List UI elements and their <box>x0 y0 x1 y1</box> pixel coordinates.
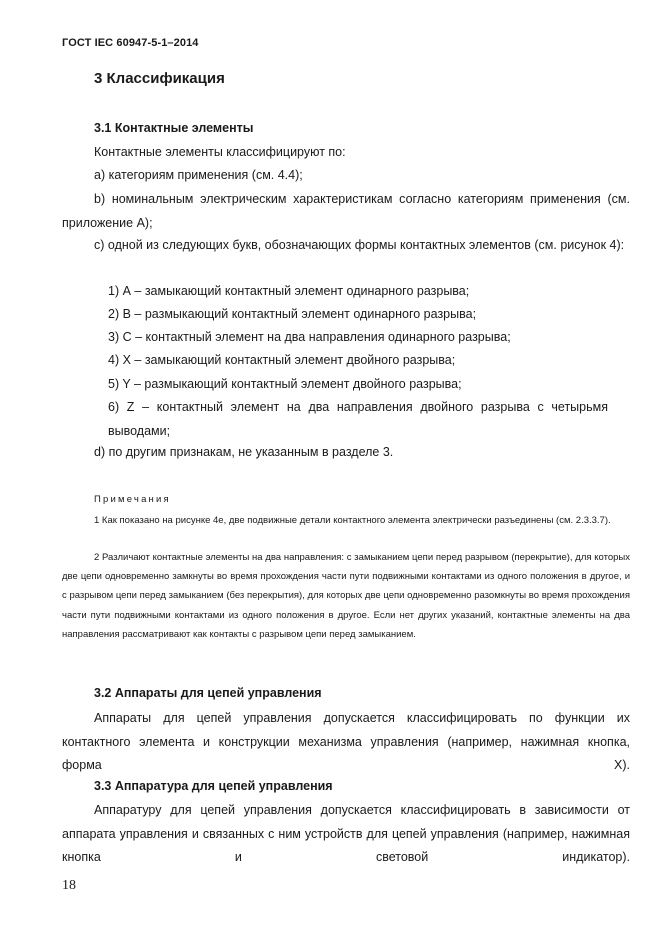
subsection-3-2-heading: 3.2 Аппараты для цепей управления <box>94 686 322 700</box>
subsection-3-1-heading: 3.1 Контактные элементы <box>94 121 254 135</box>
s31-item-a: a) категориям применения (см. 4.4); <box>94 168 303 182</box>
s33-text: Аппаратуру для цепей управления допускается классифицировать в зависимости от аппарата управления и связанных с ним устройств для цепей управления (например, нажимная кнопка и световой индикатор). <box>62 803 630 864</box>
form-item: 6) Z – контактный элемент на два направления двойного разрыва с четырьмя выводами; <box>108 400 608 438</box>
note-2: 2 Различают контактные элементы на два направления: с замыканием цепи перед разрывом (перекрытие), для которых две цепи одновременно замкнуты во время прохождения части пути подвижными контактами из одного положения в другое, и с разрывом цепи перед замыканием (без перекрытия), для которых две цепи одновременно разомкнуты во время прохождения части пути подвижными контактами из одного положения в другое. Если нет других указаний, контактные элементы на два направления рассматривают как контакты с разрывом цепи перед замыканием. <box>62 552 630 640</box>
page-number: 18 <box>62 878 76 893</box>
note-1: 1 Как показано на рисунке 4е, две подвижные детали контактного элемента электрически разъединены (см. 2.3.3.7). <box>94 515 611 526</box>
s31-item-d: d) по другим признакам, не указанным в разделе 3. <box>94 445 394 459</box>
document-header: ГОСТ IEC 60947-5-1–2014 <box>62 37 199 49</box>
form-item: 2) В – размыкающий контактный элемент одинарного разрыва; <box>108 307 477 321</box>
s31-item-c: c) одной из следующих букв, обозначающих формы контактных элементов (см. рисунок 4): <box>94 238 625 252</box>
notes-title: Примечания <box>94 494 171 505</box>
form-item: 4) Х – замыкающий контактный элемент двойного разрыва; <box>108 353 456 367</box>
subsection-3-3-heading: 3.3 Аппаратура для цепей управления <box>94 779 333 793</box>
section-title: 3 Классификация <box>94 70 225 87</box>
form-item: 5) Y – размыкающий контактный элемент двойного разрыва; <box>108 377 462 391</box>
form-item: 3) С – контактный элемент на два направления одинарного разрыва; <box>108 330 511 344</box>
s31-item-b: b) номинальным электрическим характеристикам согласно категориям применения (см. приложение А); <box>62 192 630 230</box>
form-item: 1) А – замыкающий контактный элемент одинарного разрыва; <box>108 284 470 298</box>
s31-intro: Контактные элементы классифицируют по: <box>94 145 346 159</box>
s32-text: Аппараты для цепей управления допускается классифицировать по функции их контактного элемента и конструкции механизма управления (например, нажимная кнопка, форма X). <box>62 711 630 772</box>
